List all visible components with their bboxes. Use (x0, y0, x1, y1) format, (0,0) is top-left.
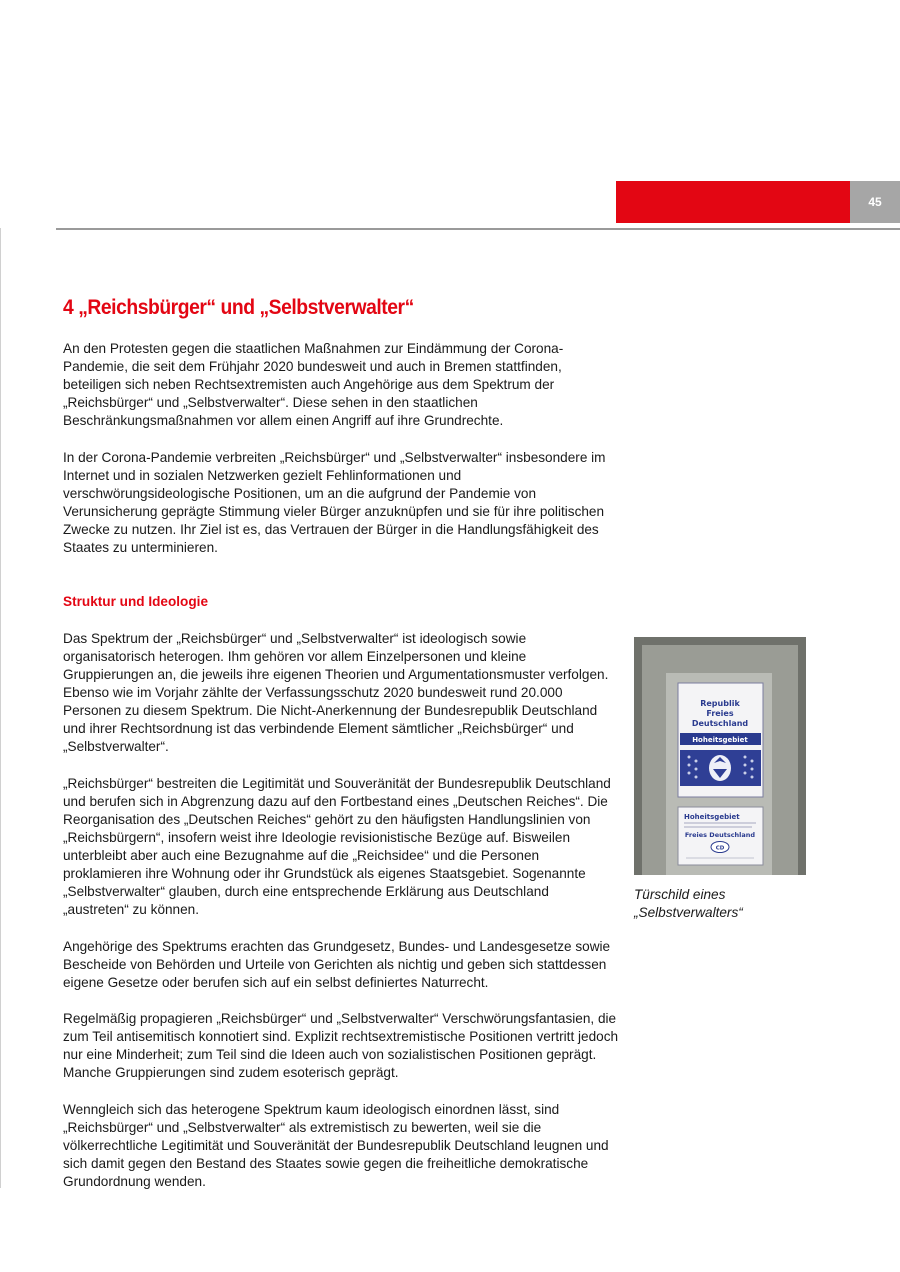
section-paragraph-2: „Reichsbürger“ bestreiten die Legitimität und Souveränität der Bundesrepublik Deutschland und berufen sich in Abgrenzung dazu auf den Fortbestand eines „Deutschen Reiches“. Die Reorganisation des „Deutschen Reiches“ gehört zu den häufigsten Handlungslinien von „Reichsbürgern“, insofern weist ihre Ideologie revisionistische Bezüge auf. Bisweilen unterbleibt aber auch eine Bezugnahme auf die „Reichsidee“ und die Personen proklamieren ihre Wohnung oder ihr Grundstück als eigenes Staatsgebiet. Sogenannte „Selbstverwalter“ glauben, durch eine entsprechende Erklärung aus Deutschland „austreten“ zu können. (63, 776, 611, 917)
intro-paragraph-2: In der Corona-Pandemie verbreiten „Reichsbürger“ und „Selbstverwalter“ insbesondere im Internet und in sozialen Netzwerken gezielt Fehlinformationen und verschwörungsideologische Positionen, um an die aufgrund der Pandemie von Verunsicherung geprägte Stimmung vieler Bürger anzuknüpfen und sie für ihre politischen Zwecke zu nutzen. Ihr Ziel ist es, das Vertrauen der Bürger in die Handlungsfähigkeit des Staates zu unterminieren. (63, 450, 606, 555)
sign-line-1: Republik (700, 699, 740, 708)
sign-line-3: Deutschland (691, 719, 749, 728)
page-edge-line (0, 228, 1, 1188)
intro-paragraph-1: An den Protesten gegen die staatlichen Maßnahmen zur Eindämmung der Corona-Pandemie, die seit dem Frühjahr 2020 bundesweit und auch in Bremen stattfinden, beteiligen sich neben Rechtsextremisten auch Angehörige aus dem Spektrum der „Reichsbürger“ und „Selbstverwalter“. Diese sehen in den staatlichen Beschränkungsmaßnahmen vor allem einen Angriff auf ihre Grundrechte. (63, 341, 564, 428)
door-sign-illustration (634, 637, 806, 875)
sign-band-text: Hoheitsgebiet (692, 736, 748, 744)
sign-lower-name: Freies Deutschland (684, 831, 756, 839)
section-paragraph-1: Das Spektrum der „Reichsbürger“ und „Selbstverwalter“ ist ideologisch sowie organisatorisch heterogen. Ihm gehören vor allem Einzelpersonen und kleine Gruppierungen an, die jeweils ihre eigenen Theorien und Argumentationsmuster verfolgen. Ebenso wie im Vorjahr zählte der Verfassungsschutz 2020 bundesweit rund 20.000 Personen zu diesem Spektrum. Die Nicht-Anerkennung der Bundesrepublik Deutschland und ihrer Rechtsordnung ist das verbindende Element sämtlicher „Reichsbürger“ und „Selbstverwalter“. (63, 631, 609, 754)
sign-badge: CD (715, 845, 725, 852)
section-paragraph-5: Wenngleich sich das heterogene Spektrum kaum ideologisch einordnen lässt, sind „Reichsbürger“ und „Selbstverwalter“ als extremistisch zu bewerten, weil sie die völkerrechtliche Legitimität und Souveränität der Bundesrepublik Deutschland leugnen und sich damit gegen den Bestand des Staates sowie gegen die freiheitliche demokratische Grundordnung wenden. (63, 1102, 609, 1189)
section-paragraph-4: Regelmäßig propagieren „Reichsbürger“ und „Selbstverwalter“ Verschwörungsfantasien, die zum Teil antisemitisch konnotiert sind. Explizit rechtsextremistische Positionen vertritt jedoch nur eine Minderheit; zum Teil sind die Ideen auch von sozialistischen Positionen geprägt. Manche Gruppierungen sind zudem esoterisch geprägt. (63, 1011, 619, 1080)
header-accent-bar (616, 181, 850, 223)
section-heading: Struktur und Ideologie (63, 594, 208, 609)
header-divider (56, 228, 900, 230)
chapter-title: 4 „Reichsbürger“ und „Selbstverwalter“ (63, 296, 414, 319)
door-sign-photo (634, 637, 806, 875)
section-paragraph-3: Angehörige des Spektrums erachten das Grundgesetz, Bundes- und Landesgesetze sowie Bescheide von Behörden und Urteile von Gerichten als nichtig und geben sich stattdessen eigene Gesetze oder berufen sich auf ein selbst definiertes Naturrecht. (63, 939, 611, 990)
page-number: 45 (850, 181, 900, 223)
figure-caption: Türschild eines „Selbstverwalters“ (634, 887, 743, 920)
sign-line-2: Freies (706, 709, 734, 718)
sign-lower-title: Hoheitsgebiet (684, 813, 740, 821)
